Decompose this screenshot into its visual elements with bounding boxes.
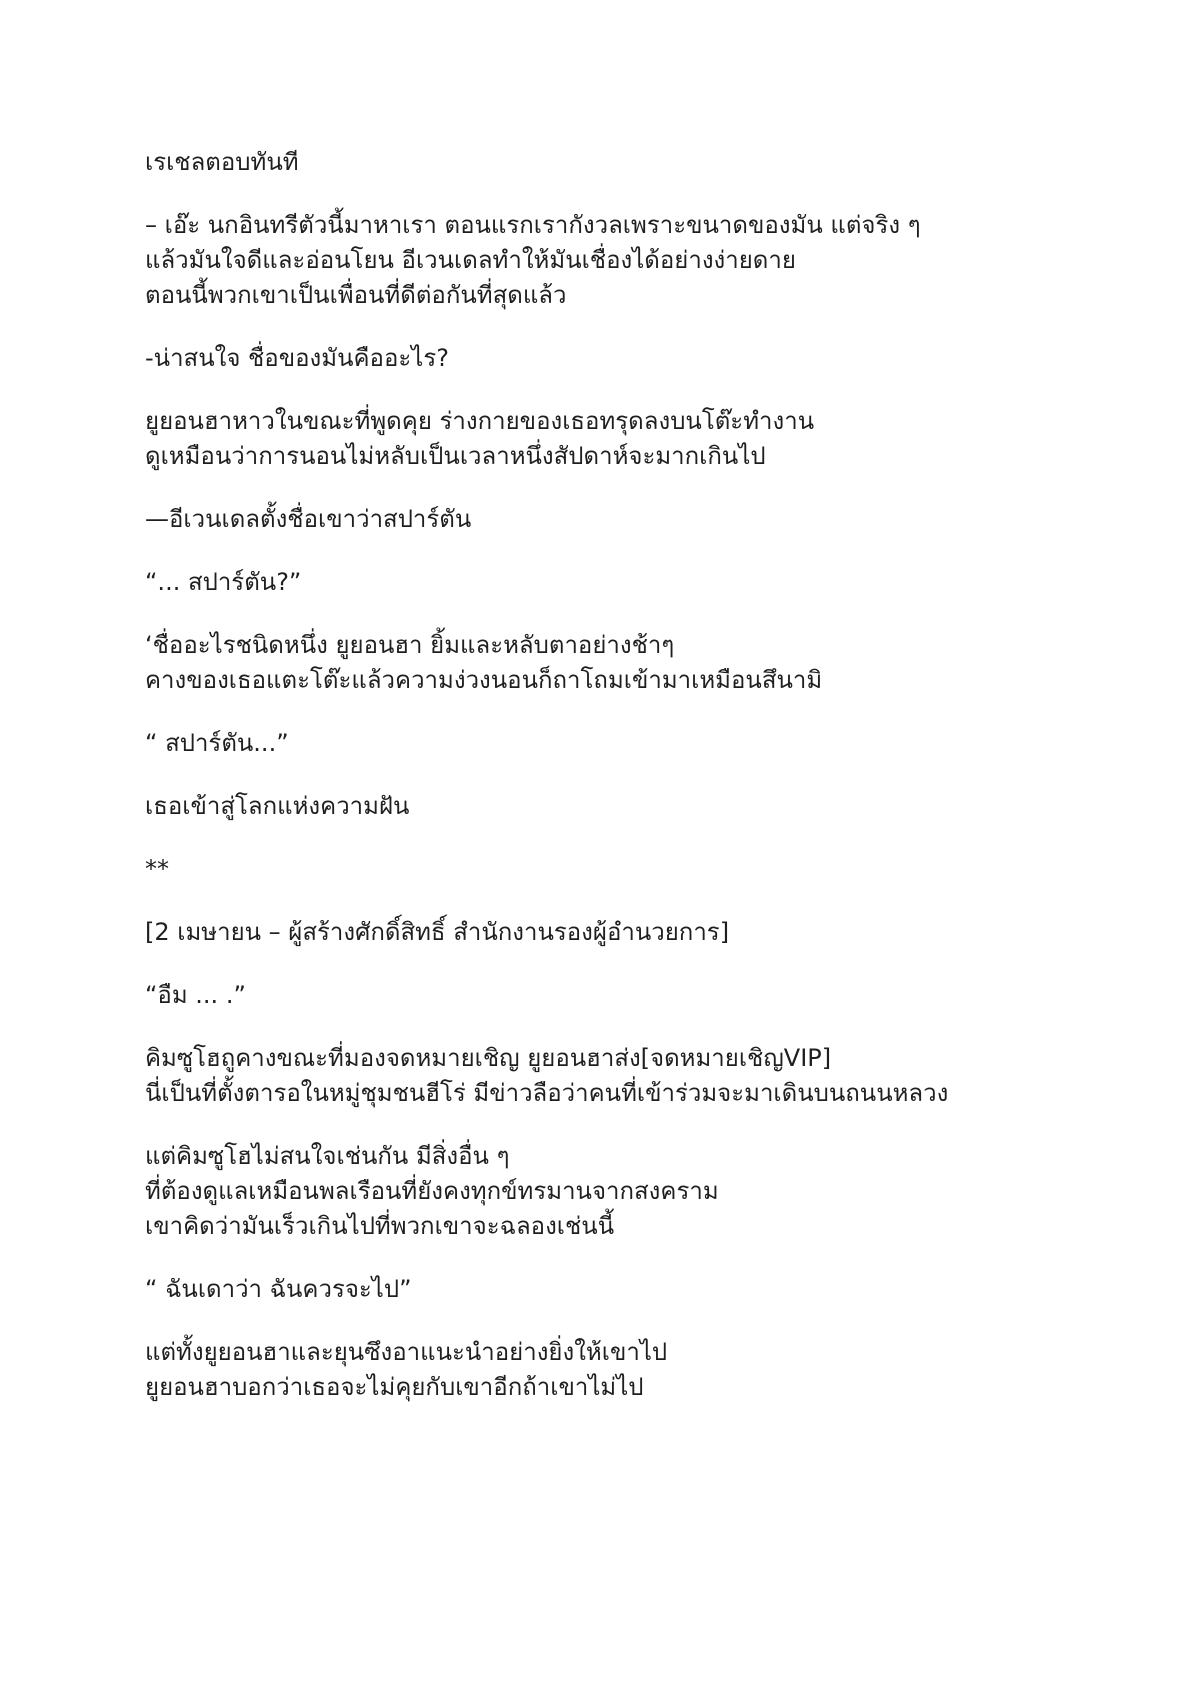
paragraph — [145, 1041, 1070, 1111]
text-line: ยูยอนฮาหาวในขณะที่พูดคุย ร่างกายของเธอทรุดลงบนโต๊ะทำงาน — [145, 407, 815, 435]
paragraph — [145, 789, 1070, 824]
text-line: —อีเวนเดลตั้งชื่อเขาว่าสปาร์ตัน — [145, 505, 472, 533]
paragraph — [145, 404, 1070, 474]
text-line: ตอนนี้พวกเขาเป็นเพื่อนที่ดีต่อกันที่สุดแล้ว — [145, 281, 567, 309]
text-line: ยูยอนฮาบอกว่าเธอจะไม่คุยกับเขาอีกถ้าเขาไม่ไป — [145, 1373, 644, 1401]
text-line: [2 เมษายน – ผู้สร้างศักดิ์สิทธิ์ สำนักงานรองผู้อำนวยการ] — [145, 918, 730, 946]
text-line: คิมซูโฮถูคางขณะที่มองจดหมายเชิญ ยูยอนฮาส่ง[จดหมายเชิญVIP] — [145, 1044, 832, 1072]
text-line: ที่ต้องดูแลเหมือนพลเรือนที่ยังคงทุกข์ทรมานจากสงคราม — [145, 1177, 719, 1205]
text-line: -น่าสนใจ ชื่อของมันคืออะไร? — [145, 344, 449, 372]
paragraph — [145, 1272, 1070, 1307]
text-line: นี่เป็นที่ตั้งตารอในหมู่ชุมชนฮีโร่ มีข่าวลือว่าคนที่เข้าร่วมจะมาเดินบนถนนหลวง — [145, 1079, 949, 1107]
paragraph — [145, 726, 1070, 761]
text-line: “ ฉันเดาว่า ฉันควรจะไป” — [145, 1275, 412, 1303]
paragraph — [145, 565, 1070, 600]
text-line: เธอเข้าสู่โลกแห่งความฝัน — [145, 792, 410, 820]
text-line: แต่ทั้งยูยอนฮาและยุนซึงอาแนะนำอย่างยิ่งให้เขาไป — [145, 1338, 668, 1366]
paragraph — [145, 341, 1070, 376]
text-line: “... สปาร์ตัน?” — [145, 568, 302, 596]
paragraph — [145, 208, 1070, 313]
text-line: เรเชลตอบทันที — [145, 148, 299, 176]
text-line: “อืม ... .” — [145, 981, 246, 1009]
text-line: “ สปาร์ตัน...” — [145, 729, 289, 757]
text-line: เขาคิดว่ามันเร็วเกินไปที่พวกเขาจะฉลองเช่นนี้ — [145, 1212, 615, 1240]
paragraph — [145, 502, 1070, 537]
text-line: – เอ๊ะ นกอินทรีตัวนี้มาหาเรา ตอนแรกเรากังวลเพราะขนาดของมัน แต่จริง ๆ — [145, 211, 921, 239]
text-line: ดูเหมือนว่าการนอนไม่หลับเป็นเวลาหนึ่งสัปดาห์จะมากเกินไป — [145, 442, 766, 470]
text-line: คางของเธอแตะโต๊ะแล้วความง่วงนอนก็ถาโถมเข้ามาเหมือนสึนามิ — [145, 666, 823, 694]
text-line: ‘ชื่ออะไรชนิดหนึ่ง ยูยอนฮา ยิ้มและหลับตาอย่างช้าๆ — [145, 631, 675, 659]
text-line: แต่คิมซูโฮไม่สนใจเช่นกัน มีสิ่งอื่น ๆ — [145, 1142, 510, 1170]
text-line: ** — [145, 855, 169, 883]
scene-heading — [145, 915, 1070, 950]
paragraph — [145, 978, 1070, 1013]
text-line: แล้วมันใจดีและอ่อนโยน อีเวนเดลทำให้มันเชื่องได้อย่างง่ายดาย — [145, 246, 796, 274]
paragraph — [145, 1335, 1070, 1405]
paragraph — [145, 145, 1070, 180]
scene-break — [145, 852, 1070, 887]
paragraph — [145, 628, 1070, 698]
paragraph — [145, 1139, 1070, 1244]
